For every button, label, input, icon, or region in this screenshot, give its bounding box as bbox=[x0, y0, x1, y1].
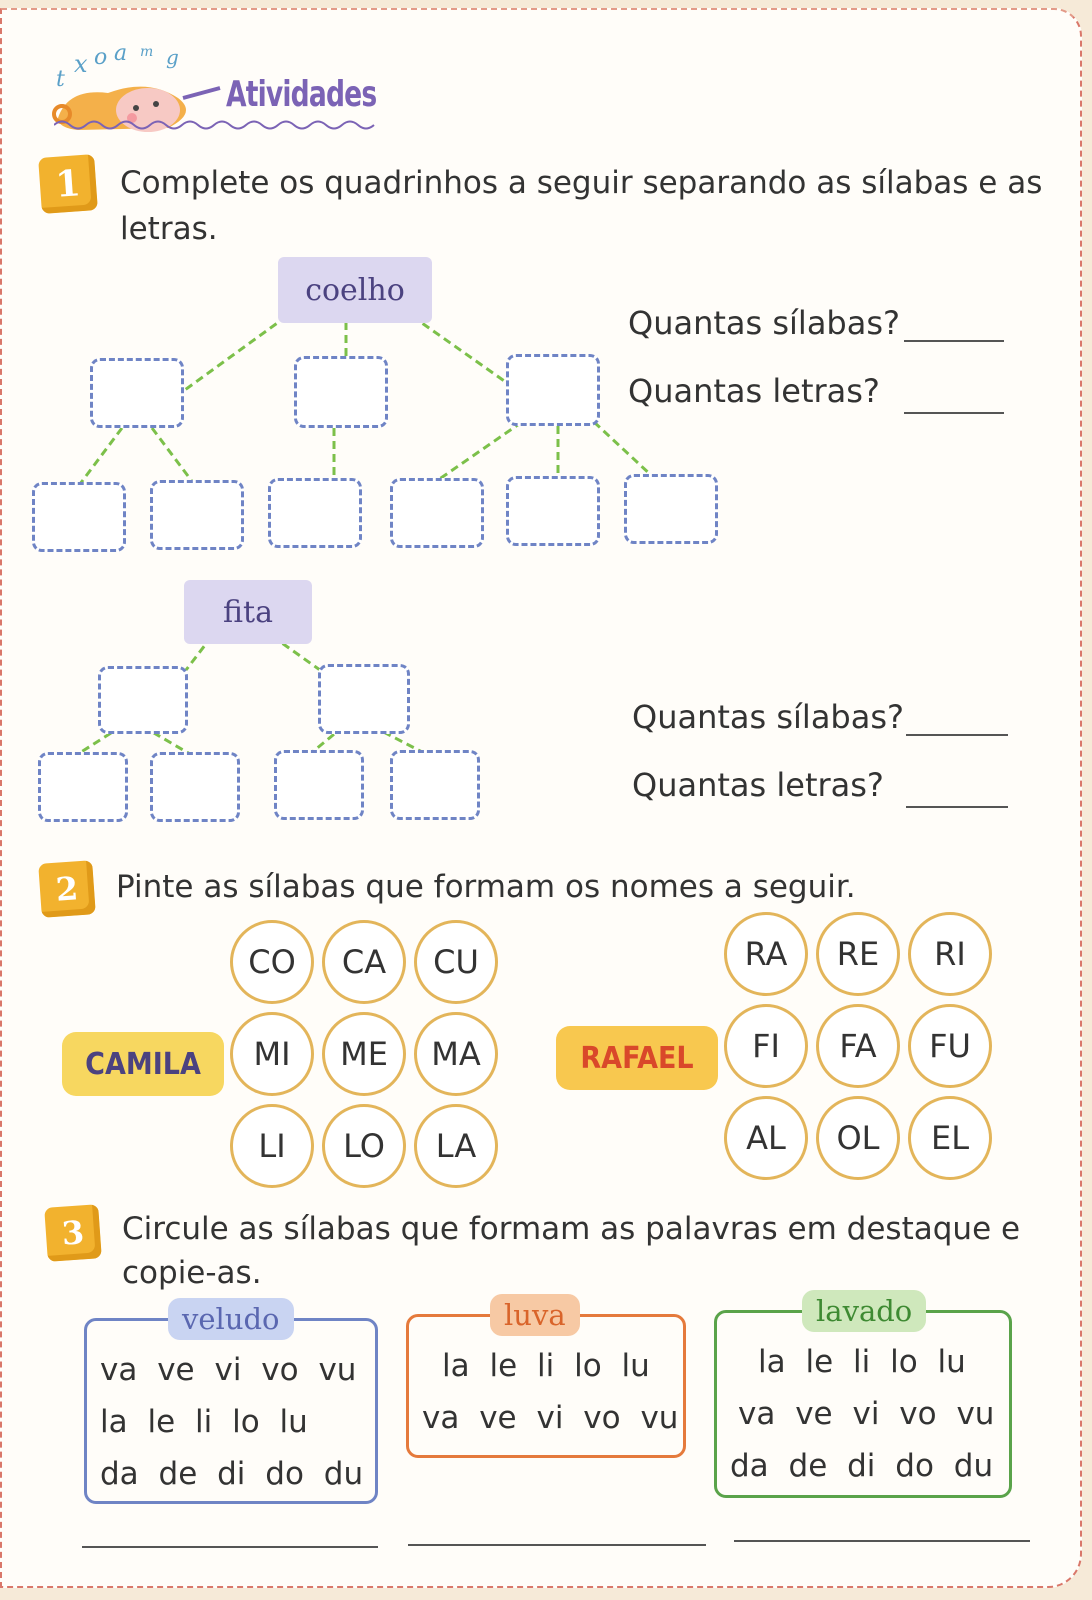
worksheet-page bbox=[0, 8, 1082, 1588]
syllable-row[interactable]: la le li lo lu bbox=[758, 1344, 966, 1380]
syllable-circle[interactable]: RI bbox=[908, 912, 992, 996]
syllable-circle[interactable]: OL bbox=[816, 1096, 900, 1180]
syllable-count-question: Quantas sílabas? bbox=[632, 698, 904, 736]
syllable-count-answer-line[interactable] bbox=[904, 340, 1004, 342]
letter-count-answer-line[interactable] bbox=[904, 412, 1004, 414]
syllable-circle[interactable]: CA bbox=[322, 920, 406, 1004]
svg-text:o: o bbox=[94, 45, 108, 70]
syllable-circle[interactable]: MA bbox=[414, 1012, 498, 1096]
question-2-text: Pinte as sílabas que formam os nomes a seguir. bbox=[116, 869, 856, 905]
syllable-row[interactable]: va ve vi vo vu bbox=[738, 1396, 995, 1432]
letter-count-answer-line[interactable] bbox=[906, 806, 1008, 808]
syllable-box[interactable] bbox=[506, 354, 600, 426]
name-tag-camila: CAMILA bbox=[62, 1032, 224, 1096]
syllable-circle[interactable]: AL bbox=[724, 1096, 808, 1180]
syllable-circle[interactable]: CO bbox=[230, 920, 314, 1004]
word-label-luva: luva bbox=[490, 1294, 580, 1336]
syllable-row[interactable]: la le li lo lu bbox=[100, 1404, 308, 1440]
letter-box[interactable] bbox=[506, 476, 600, 546]
syllable-box[interactable] bbox=[90, 358, 184, 428]
svg-text:a: a bbox=[114, 41, 128, 66]
name-tag-rafael: RAFAEL bbox=[556, 1026, 718, 1090]
letter-box[interactable] bbox=[150, 480, 244, 550]
syllable-circle[interactable]: MI bbox=[230, 1012, 314, 1096]
answer-line-luva[interactable] bbox=[408, 1544, 706, 1546]
syllable-box[interactable] bbox=[294, 356, 388, 428]
svg-text:m: m bbox=[140, 44, 154, 60]
syllable-grid-rafael bbox=[724, 912, 998, 1186]
syllable-circle[interactable]: LO bbox=[322, 1104, 406, 1188]
letter-count-question: Quantas letras? bbox=[628, 372, 880, 410]
syllable-box[interactable] bbox=[318, 664, 410, 734]
word-label-veludo: veludo bbox=[168, 1298, 294, 1340]
question-3-text-line2: copie-as. bbox=[122, 1255, 262, 1291]
svg-text:x: x bbox=[74, 50, 88, 78]
syllable-circle[interactable]: FU bbox=[908, 1004, 992, 1088]
syllable-count-answer-line[interactable] bbox=[906, 734, 1008, 736]
answer-line-lavado[interactable] bbox=[734, 1540, 1030, 1542]
question-number-badge: 3 bbox=[44, 1204, 102, 1262]
syllable-row[interactable]: va ve vi vo vu bbox=[100, 1352, 357, 1388]
word-label-lavado: lavado bbox=[802, 1290, 926, 1332]
letter-box[interactable] bbox=[274, 750, 364, 820]
syllable-row[interactable]: la le li lo lu bbox=[442, 1348, 650, 1384]
syllable-grid-camila bbox=[230, 920, 504, 1194]
syllable-circle[interactable]: LA bbox=[414, 1104, 498, 1188]
answer-line-veludo[interactable] bbox=[82, 1546, 378, 1548]
letter-box[interactable] bbox=[38, 752, 128, 822]
syllable-circle[interactable]: ME bbox=[322, 1012, 406, 1096]
word-tag-coelho: coelho bbox=[278, 257, 432, 323]
syllable-box[interactable] bbox=[98, 666, 188, 734]
letter-box[interactable] bbox=[268, 478, 362, 548]
syllable-circle[interactable]: CU bbox=[414, 920, 498, 1004]
letter-box[interactable] bbox=[390, 750, 480, 820]
letter-box[interactable] bbox=[624, 474, 718, 544]
letter-box[interactable] bbox=[390, 478, 484, 548]
syllable-row[interactable]: da de di do du bbox=[730, 1448, 994, 1484]
syllable-row[interactable]: va ve vi vo vu bbox=[422, 1400, 679, 1436]
svg-text:g: g bbox=[166, 45, 179, 69]
syllable-circle[interactable]: RE bbox=[816, 912, 900, 996]
section-title: Atividades bbox=[226, 74, 377, 115]
syllable-circle[interactable]: FI bbox=[724, 1004, 808, 1088]
syllable-circle[interactable]: LI bbox=[230, 1104, 314, 1188]
syllable-circle[interactable]: RA bbox=[724, 912, 808, 996]
question-3-text-line1: Circule as sílabas que formam as palavras em destaque e bbox=[122, 1211, 1021, 1247]
letter-box[interactable] bbox=[150, 752, 240, 822]
question-number-badge: 2 bbox=[38, 860, 96, 918]
letter-count-question: Quantas letras? bbox=[632, 766, 884, 804]
letter-box[interactable] bbox=[32, 482, 126, 552]
question-number-badge: 1 bbox=[38, 154, 98, 214]
question-1-text-line2: letras. bbox=[120, 211, 218, 247]
svg-text:t: t bbox=[56, 67, 65, 92]
word-tag-fita: fita bbox=[184, 580, 312, 644]
syllable-count-question: Quantas sílabas? bbox=[628, 304, 900, 342]
syllable-row[interactable]: da de di do du bbox=[100, 1456, 364, 1492]
syllable-circle[interactable]: EL bbox=[908, 1096, 992, 1180]
syllable-circle[interactable]: FA bbox=[816, 1004, 900, 1088]
question-1-text-line1: Complete os quadrinhos a seguir separando as sílabas e as bbox=[120, 165, 1043, 201]
